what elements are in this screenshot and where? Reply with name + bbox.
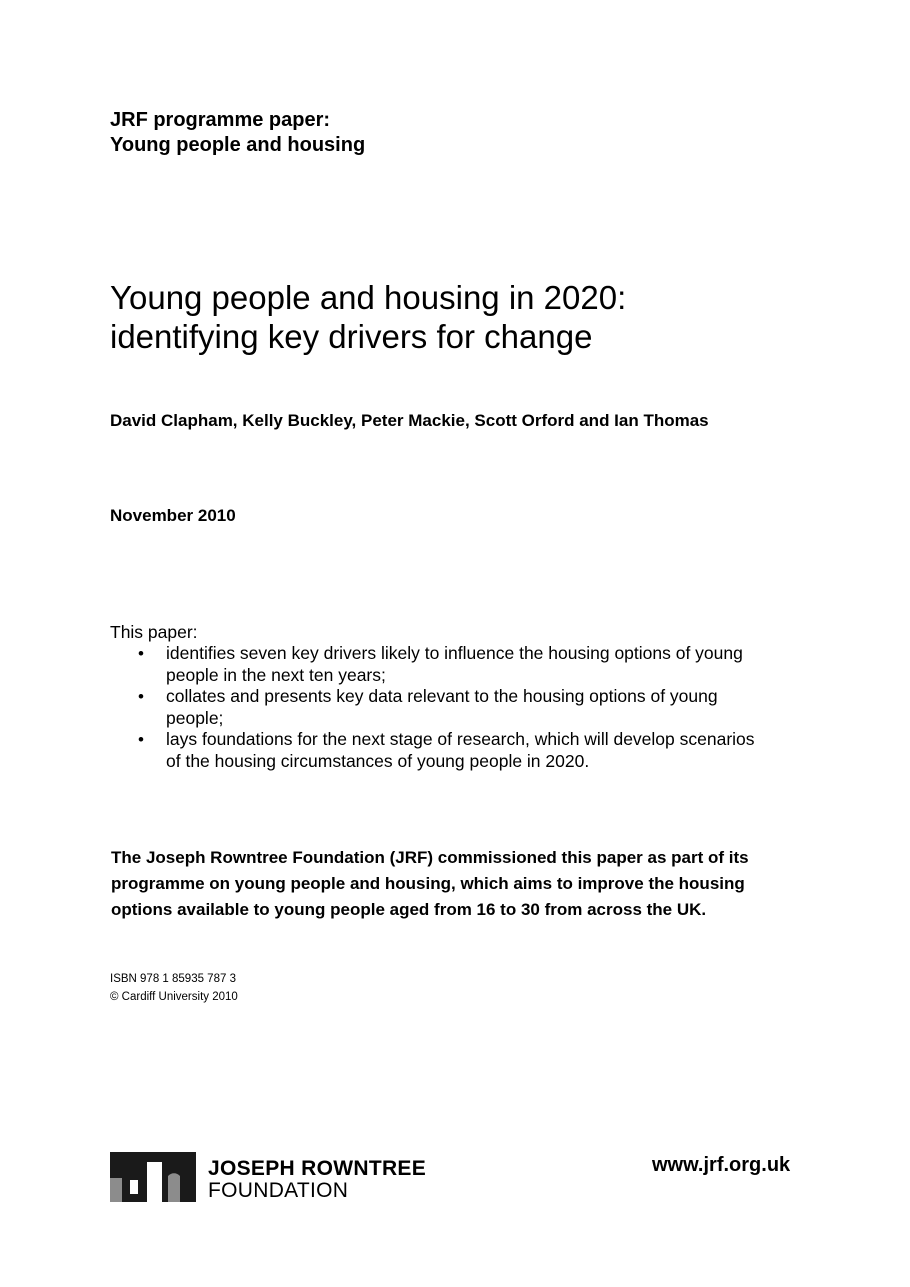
bullet-icon: •	[138, 730, 144, 749]
bullet-text-line: people in the next ten years;	[166, 664, 386, 685]
bullet-list	[138, 643, 808, 772]
summary-paragraph	[111, 845, 811, 923]
bullet-icon: •	[138, 687, 144, 706]
bullet-item	[138, 643, 808, 686]
document-title-line2: identifying key drivers for change	[110, 318, 593, 355]
jrf-logo-icon	[110, 1152, 196, 1202]
bullet-text-line: collates and presents key data relevant to the housing options of young	[166, 686, 718, 706]
summary-line: The Joseph Rowntree Foundation (JRF) commissioned this paper as part of its	[111, 848, 749, 867]
bullet-icon: •	[138, 644, 144, 663]
series-label-line1: JRF programme paper:	[110, 109, 331, 131]
bullet-text-line: identifies seven key drivers likely to influence the housing options of young	[166, 643, 743, 663]
foundation-name-line1: JOSEPH ROWNTREE	[208, 1157, 427, 1180]
publication-info	[110, 970, 238, 1006]
series-label-line2: Young people and housing	[110, 134, 366, 156]
isbn: ISBN 978 1 85935 787 3	[110, 973, 236, 985]
website-url: www.jrf.org.uk	[652, 1154, 791, 1176]
publication-date: November 2010	[110, 506, 236, 525]
bullet-text-line: of the housing circumstances of young people in 2020.	[166, 750, 590, 771]
foundation-name	[208, 1158, 426, 1202]
bullet-item	[138, 729, 808, 772]
series-label	[110, 108, 365, 158]
document-title-line1: Young people and housing in 2020:	[110, 279, 627, 316]
intro-text: This paper:	[110, 622, 198, 642]
bullet-text-line: lays foundations for the next stage of research, which will develop scenarios	[166, 729, 755, 749]
document-title	[110, 278, 626, 356]
authors: David Clapham, Kelly Buckley, Peter Mackie, Scott Orford and Ian Thomas	[110, 411, 709, 430]
foundation-name-line2: FOUNDATION	[208, 1179, 349, 1202]
bullet-text-line: people;	[166, 707, 224, 728]
summary-line: programme on young people and housing, which aims to improve the housing	[111, 874, 745, 893]
bullet-item	[138, 686, 808, 729]
copyright: © Cardiff University 2010	[110, 991, 238, 1003]
summary-line: options available to young people aged from 16 to 30 from across the UK.	[111, 900, 707, 919]
